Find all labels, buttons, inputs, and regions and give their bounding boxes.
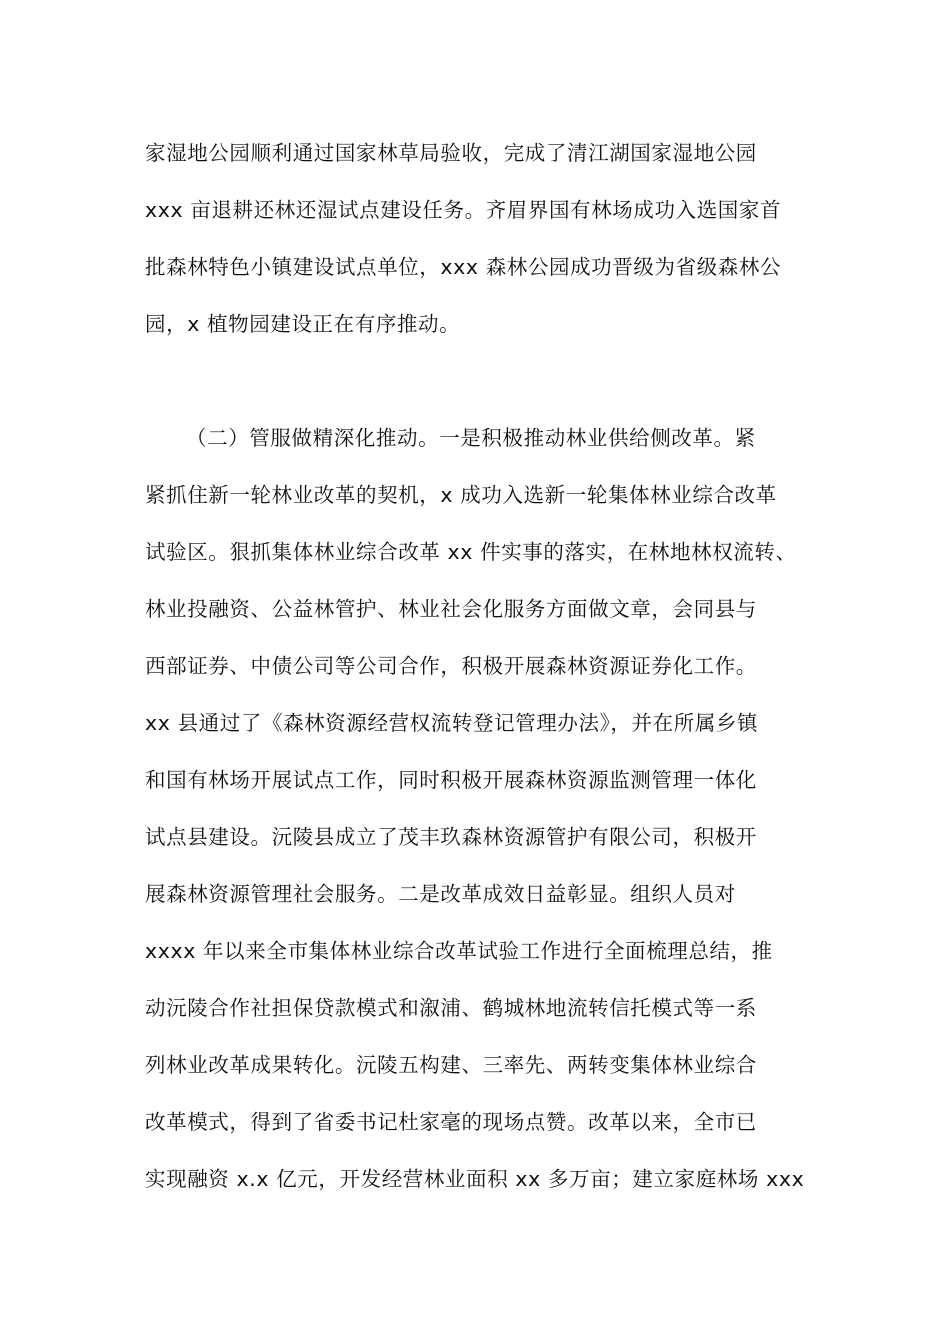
- paragraph-2-line-11: 动沅陵合作社担保贷款模式和溆浦、鹤城林地流转信托模式等一系: [145, 996, 757, 1020]
- paragraph-2-line-5: 西部证券、中债公司等公司合作，积极开展森林资源证券化工作。: [145, 654, 757, 678]
- paragraph-1-line-1: 家湿地公园顺利通过国家林草局验收，完成了清江湖国家湿地公园: [145, 141, 757, 165]
- paragraph-2-line-4: 林业投融资、公益林管护、林业社会化服务方面做文章，会同县与: [145, 597, 757, 621]
- paragraph-2-line-13: 改革模式，得到了省委书记杜家毫的现场点赞。改革以来，全市已: [145, 1110, 757, 1134]
- paragraph-2-line-8: 试点县建设。沅陵县成立了茂丰玖森林资源管护有限公司，积极开: [145, 825, 757, 849]
- paragraph-2-line-6: xx 县通过了《森林资源经营权流转登记管理办法》，并在所属乡镇: [145, 711, 759, 735]
- paragraph-2-line-2: 紧抓住新一轮林业改革的契机，x 成功入选新一轮集体林业综合改革: [145, 483, 777, 507]
- paragraph-2-line-1: （二）管服做精深化推动。一是积极推动林业供给侧改革。紧: [186, 426, 756, 450]
- paragraph-2-line-14: 实现融资 x.x 亿元，开发经营林业面积 xx 多万亩；建立家庭林场 xxx: [145, 1167, 805, 1191]
- paragraph-2-line-7: 和国有林场开展试点工作，同时积极开展森林资源监测管理一体化: [145, 768, 757, 792]
- paragraph-2-line-9: 展森林资源管理社会服务。二是改革成效日益彰显。组织人员对: [145, 882, 736, 906]
- paragraph-1-line-4: 园，x 植物园建设正在有序推动。: [145, 312, 461, 336]
- paragraph-1-line-3: 批森林特色小镇建设试点单位，xxx 森林公园成功晋级为省级森林公: [145, 255, 782, 279]
- paragraph-2-line-3: 试验区。狠抓集体林业综合改革 xx 件实事的落实，在林地林权流转、: [145, 540, 797, 564]
- paragraph-2-line-12: 列林业改革成果转化。沅陵五构建、三率先、两转变集体林业综合: [145, 1053, 757, 1077]
- paragraph-2-line-10: xxxx 年以来全市集体林业综合改革试验工作进行全面梳理总结，推: [145, 939, 773, 963]
- paragraph-1-line-2: xxx 亩退耕还林还湿试点建设任务。齐眉界国有林场成功入选国家首: [145, 198, 782, 222]
